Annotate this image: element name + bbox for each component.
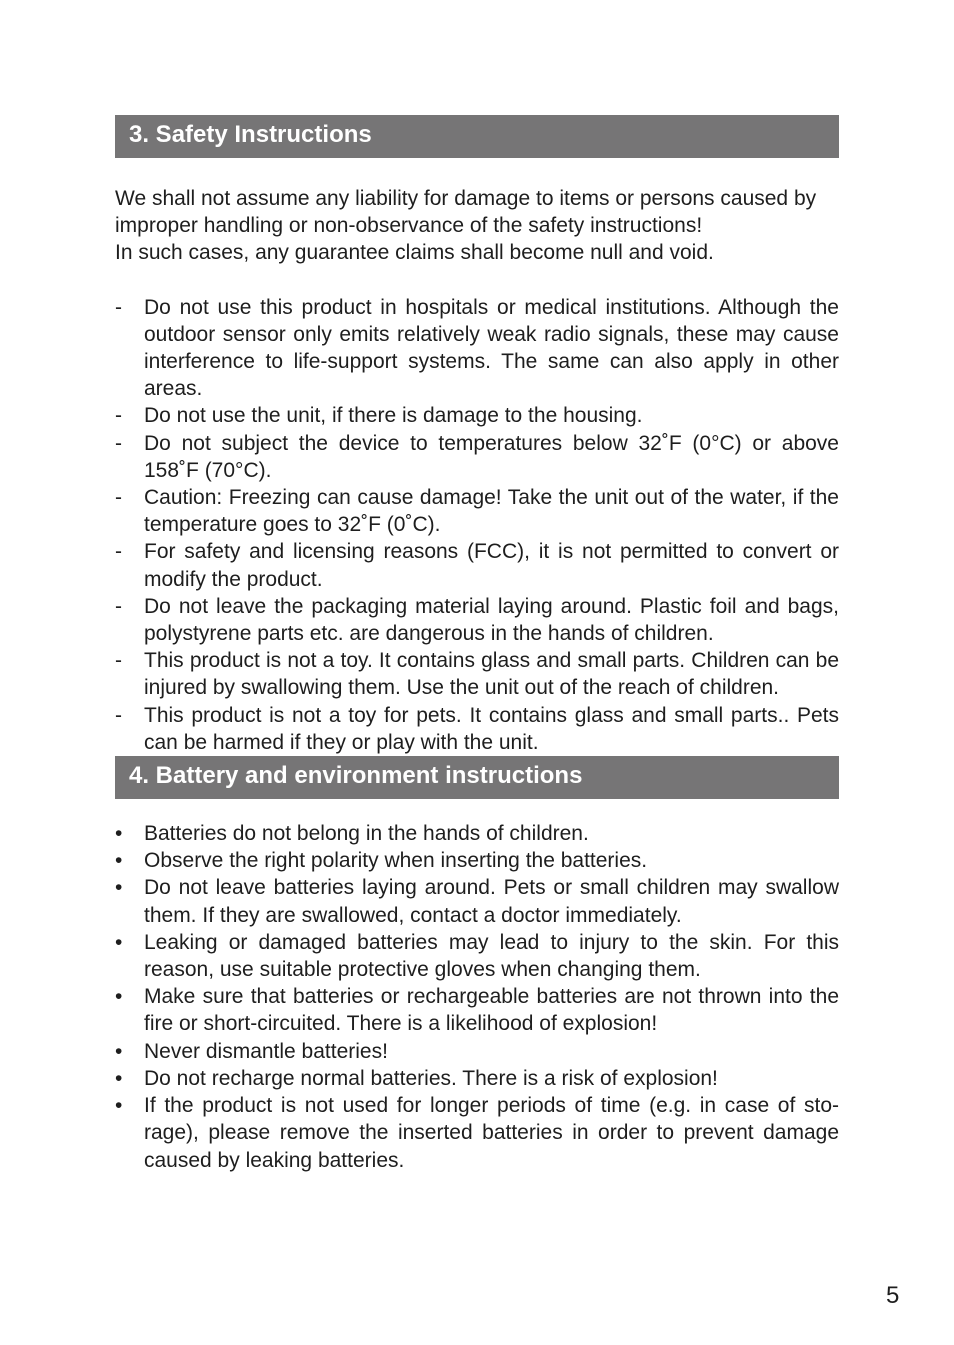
dash-marker: - — [115, 649, 122, 673]
dash-marker: - — [115, 295, 122, 319]
dash-marker: - — [115, 404, 122, 428]
page-content — [115, 115, 839, 1174]
dash-marker: - — [115, 703, 122, 727]
list-item — [115, 538, 839, 592]
list-item — [115, 1092, 839, 1174]
list-item-text: Do not use this product in hospitals or medical institutions. Although the outdoor sensor only emits relatively weak radio signals, these may cause interference to life-support systems. The same can also apply in other areas. — [144, 295, 839, 401]
bullet-marker: • — [115, 822, 123, 846]
dash-marker: - — [115, 486, 122, 510]
list-item-text: Batteries do not belong in the hands of children. — [144, 822, 589, 846]
list-item — [115, 874, 839, 928]
list-item-text: Do not leave batteries laying around. Pets or small children may swallow them. If they are swallowed, contact a doctor immediately. — [144, 876, 839, 927]
list-item-text: Do not recharge normal batteries. There is a risk of explosion! — [144, 1066, 718, 1090]
bullet-marker: • — [115, 985, 123, 1009]
list-item-text: Do not subject the device to temperatures below 32˚F (0°C) or above 158˚F (70°C). — [144, 431, 839, 482]
battery-instructions-list — [115, 820, 839, 1174]
dash-marker: - — [115, 540, 122, 564]
dash-marker: - — [115, 594, 122, 618]
list-item-text: This product is not a toy for pets. It contains glass and small parts.. Pets can be harmed if they or play with the unit. — [144, 703, 839, 754]
section-heading-safety-instructions: 3. Safety Instructions — [115, 115, 839, 158]
list-item-text: This product is not a toy. It contains glass and small parts. Children can be injured by swallowing them. Use the unit out of the reach of children. — [144, 649, 839, 700]
list-item-text: Never dismantle batteries! — [144, 1039, 388, 1063]
dash-marker: - — [115, 431, 122, 455]
list-item — [115, 294, 839, 403]
list-item — [115, 484, 839, 538]
bullet-marker: • — [115, 1094, 123, 1118]
section-heading-battery-instructions: 4. Battery and environment instructions — [115, 756, 839, 799]
list-item-text: Do not use the unit, if there is damage to the housing. — [144, 404, 643, 428]
liability-intro — [115, 185, 839, 267]
list-item-text: For safety and licensing reasons (FCC), it is not permitted to convert or modify the product. — [144, 540, 839, 591]
list-item — [115, 702, 839, 756]
bullet-marker: • — [115, 849, 123, 873]
list-item-text: Do not leave the packaging material laying around. Plastic foil and bags, polystyrene parts etc. are dangerous in the hands of children. — [144, 594, 839, 646]
list-item — [115, 647, 839, 701]
bullet-marker: • — [115, 876, 123, 900]
list-item — [115, 929, 839, 983]
page-number: 5 — [886, 1282, 900, 1309]
safety-instructions-list — [115, 294, 839, 756]
list-item-text: If the product is not used for longer periods of time (e.g. in case of sto-rage), please remove the inserted batteries in order to prevent damage caused by leaking batteries. — [144, 1094, 839, 1172]
intro-paragraph: In such cases, any guarantee claims shall become null and void. — [115, 241, 714, 265]
list-item — [115, 1065, 839, 1092]
list-item — [115, 847, 839, 874]
intro-paragraph: We shall not assume any liability for damage to items or persons caused by improper handling or non-observance of the safety instructions! — [115, 187, 817, 238]
list-item — [115, 593, 839, 647]
bullet-marker: • — [115, 1066, 123, 1090]
list-item — [115, 820, 839, 847]
list-item-text: Observe the right polarity when inserting the batteries. — [144, 849, 648, 873]
list-item-text: Make sure that batteries or rechargeable batteries are not thrown into the fire or short-circuited. There is a likelihood of explosion! — [144, 985, 839, 1036]
bullet-marker: • — [115, 1039, 123, 1063]
list-item — [115, 983, 839, 1037]
list-item-text: Leaking or damaged batteries may lead to injury to the skin. For this reason, use suitable protective gloves when changing them. — [144, 930, 839, 982]
list-item-text: Caution: Freezing can cause damage! Take the unit out of the water, if the temperature goes to 32˚F (0˚C). — [144, 486, 839, 537]
list-item — [115, 1038, 839, 1065]
bullet-marker: • — [115, 930, 123, 954]
list-item — [115, 402, 839, 429]
list-item — [115, 430, 839, 484]
